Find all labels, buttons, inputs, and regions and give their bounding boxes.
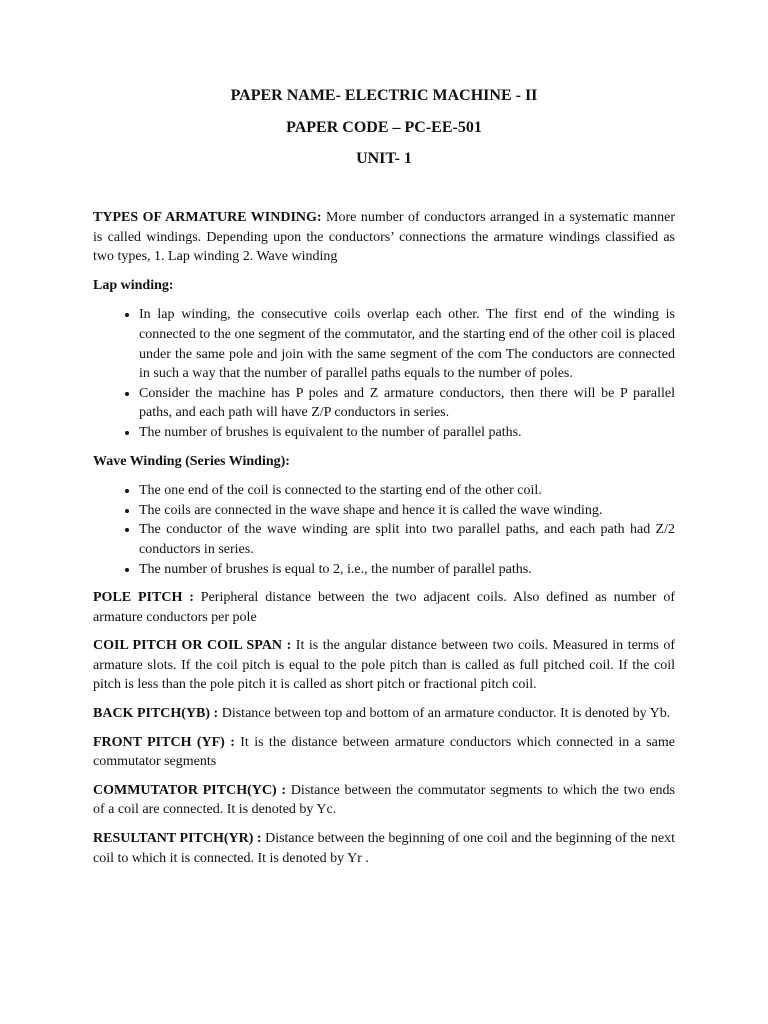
list-item: • The number of brushes is equal to 2, i.e., the number of parallel paths. xyxy=(139,560,675,580)
definition-term: RESULTANT PITCH(YR) : xyxy=(93,831,262,847)
lap-list xyxy=(93,305,675,442)
pole-pitch-paragraph xyxy=(93,588,675,627)
definition-text: Distance between top and bottom of an armature conductor. It is denoted by Yb. xyxy=(218,706,671,722)
definition-text: It is the distance between armature conductors which connected in a same commutator segments xyxy=(93,734,675,770)
definition-term: POLE PITCH : xyxy=(93,590,194,606)
resultant-pitch-paragraph xyxy=(93,829,675,868)
paper-code-heading: PAPER CODE – PC-EE-501 xyxy=(286,119,482,136)
types-paragraph xyxy=(93,208,675,267)
definition-term: COIL PITCH OR COIL SPAN : xyxy=(93,638,292,654)
list-item: • In lap winding, the consecutive coils overlap each other. The first end of the winding is connected to the one segment of the commutator, and the starting end of the other coil is placed under the same pole and join with the same segment of the com The conductors are connected in such a way that the number of parallel paths equals to the number of poles. xyxy=(139,305,675,383)
list-item: • Consider the machine has P poles and Z armature conductors, then there will be P parallel paths, and each path will have Z/P conductors in series. xyxy=(139,384,675,423)
definition-text: Peripheral distance between the two adjacent coils. Also defined as number of armature conductors per pole xyxy=(93,590,675,625)
list-item: • The one end of the coil is connected to the starting end of the other coil. xyxy=(139,481,675,501)
front-pitch-paragraph xyxy=(93,733,675,772)
types-term: TYPES OF ARMATURE WINDING: xyxy=(93,210,322,225)
definition-text: Distance between the beginning of one coil and the beginning of the next coil to which it is connected. It is denoted by Yr . xyxy=(93,831,675,866)
paper-name-heading: PAPER NAME- ELECTRIC MACHINE - II xyxy=(230,87,538,104)
unit-heading: UNIT- 1 xyxy=(356,150,412,167)
commutator-pitch-paragraph xyxy=(93,781,675,820)
list-item: • The number of brushes is equivalent to the number of parallel paths. xyxy=(139,423,675,443)
list-item: • The coils are connected in the wave shape and hence it is called the wave winding. xyxy=(139,501,675,521)
wave-list xyxy=(93,481,675,579)
definition-text: It is the angular distance between two coils. Measured in terms of armature slots. If the coil pitch is equal to the pole pitch than is called as full pitched coil. If the coil pitch is less than the pole pitch it is called as short pitch or fractional pitch coil. xyxy=(93,638,676,693)
document-body xyxy=(93,208,675,877)
lap-heading: Lap winding: xyxy=(93,277,174,293)
types-text: More number of conductors arranged in a systematic manner is called windings. Depending upon the conductors’ connections the armature windings classified as two types, 1. Lap winding 2. Wave winding xyxy=(93,210,676,265)
wave-heading: Wave Winding (Series Winding): xyxy=(93,453,290,469)
definition-term: COMMUTATOR PITCH(YC) : xyxy=(93,782,287,798)
list-item: • The conductor of the wave winding are split into two parallel paths, and each path had Z/2 conductors in series. xyxy=(139,520,675,559)
coil-pitch-paragraph xyxy=(93,636,675,695)
definition-text: Distance between the commutator segments to which the two ends of a coil are connected. It is denoted by Yc. xyxy=(93,782,675,818)
definition-term: FRONT PITCH (YF) : xyxy=(93,734,235,750)
definition-term: BACK PITCH(YB) : xyxy=(93,706,219,722)
back-pitch-paragraph xyxy=(93,704,675,724)
